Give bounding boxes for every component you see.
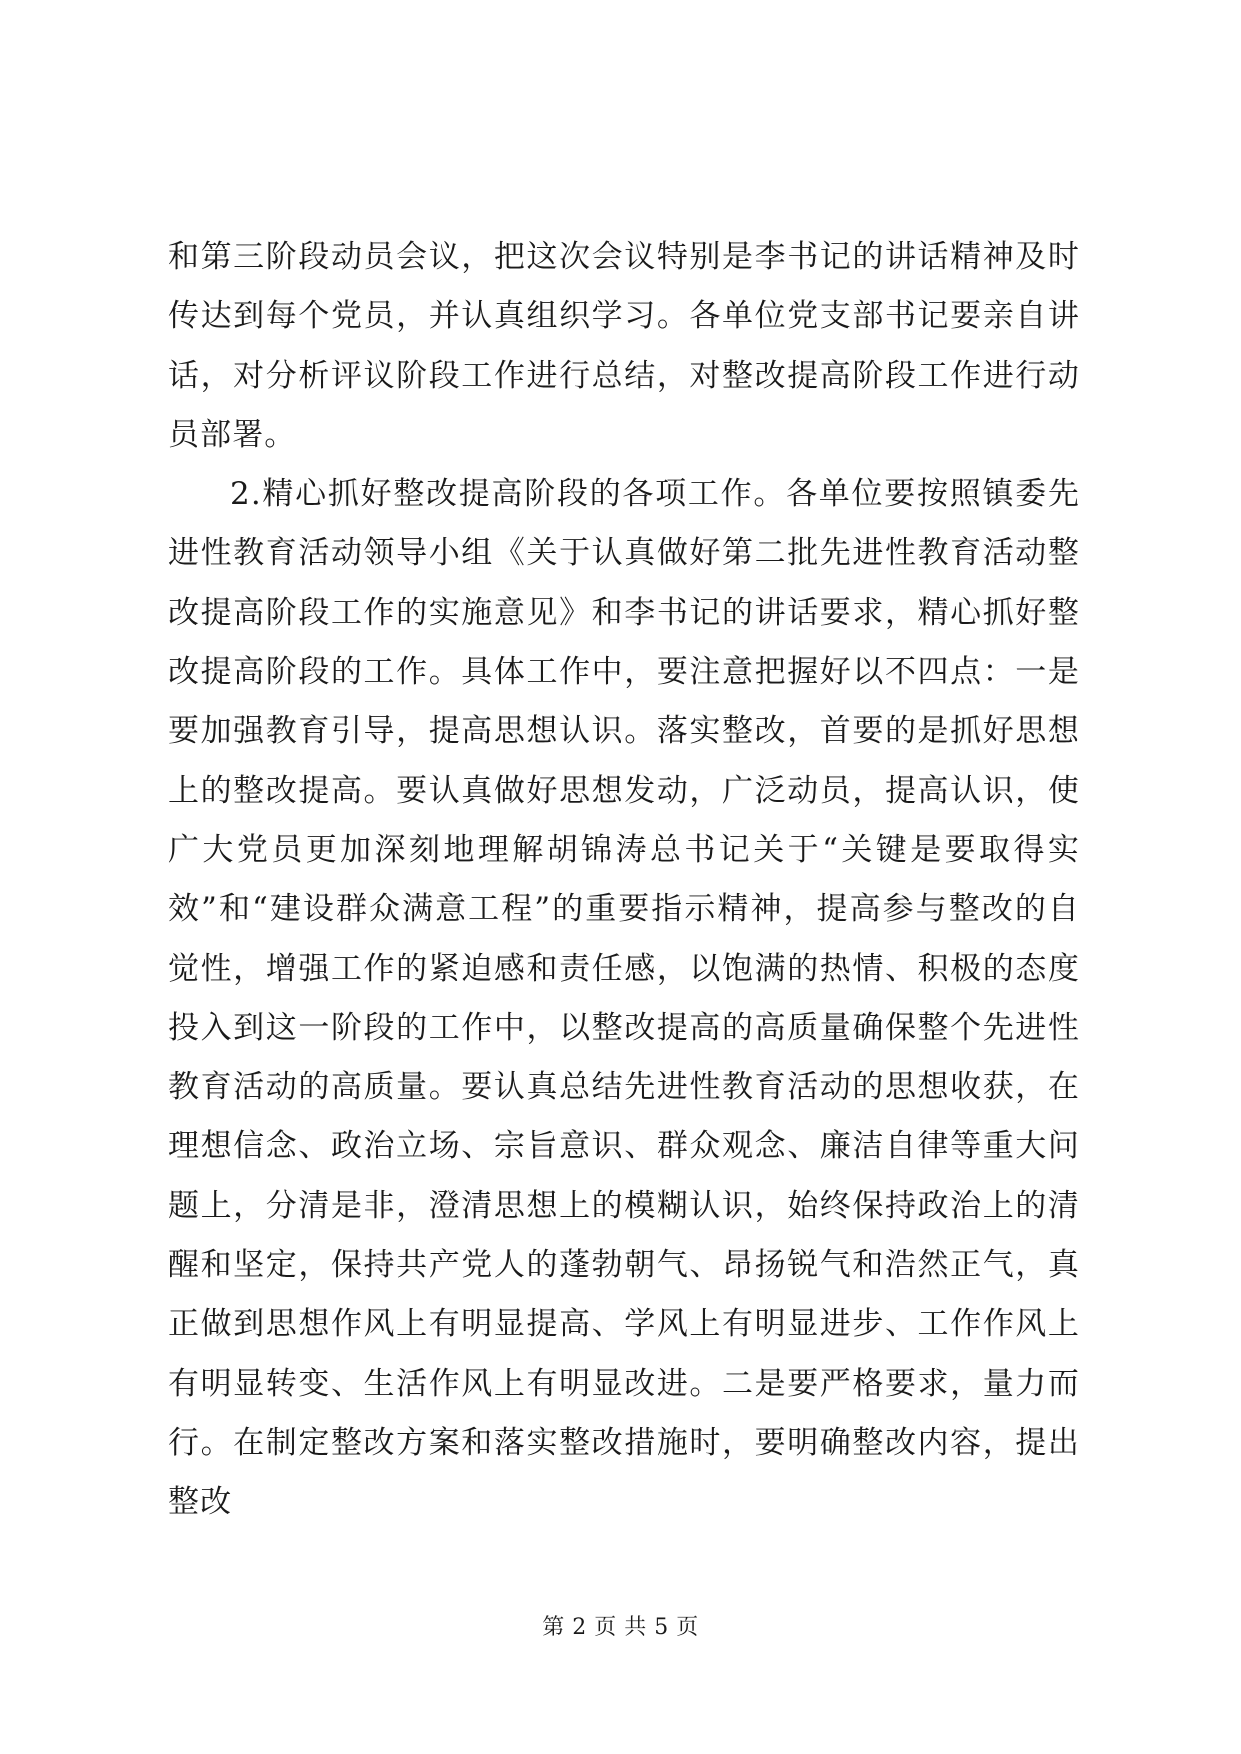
paragraph-2: 2.精心抓好整改提高阶段的各项工作。各单位要按照镇委先进性教育活动领导小组《关于认真做好第二批先进性教育活动整改提高阶段工作的实施意见》和李书记的讲话要求，精心抓好整改提高阶段的工作。具体工作中，要注意把握好以不四点：一是要加强教育引导，提高思想认识。落实整改，首要的是抓好思想上的整改提高。要认真做好思想发动，广泛动员，提高认识，使广大党员更加深刻地理解胡锦涛总书记关于“关键是要取得实效”和“建设群众满意工程”的重要指示精神，提高参与整改的自觉性，增强工作的紧迫感和责任感，以饱满的热情、积极的态度投入到这一阶段的工作中，以整改提高的高质量确保整个先进性教育活动的高质量。要认真总结先进性教育活动的思想收获，在理想信念、政治立场、宗旨意识、群众观念、廉洁自律等重大问题上，分清是非，澄清思想上的模糊认识，始终保持政治上的清醒和坚定，保持共产党人的蓬勃朝气、昂扬锐气和浩然正气，真正做到思想作风上有明显提高、学风上有明显进步、工作作风上有明显转变、生活作风上有明显改进。二是要严格要求，量力而行。在制定整改方案和落实整改措施时，要明确整改内容，提出整改 [168, 476, 1080, 1521]
paragraph-1: 和第三阶段动员会议，把这次会议特别是李书记的讲话精神及时传达到每个党员，并认真组织学习。各单位党支部书记要亲自讲话，对分析评议阶段工作进行总结，对整改提高阶段工作进行动员部署。 [168, 239, 1080, 453]
page-indicator: 第 2 页 共 5 页 [542, 1615, 699, 1640]
body-text [168, 228, 1080, 1533]
page-footer [0, 1610, 1241, 1641]
